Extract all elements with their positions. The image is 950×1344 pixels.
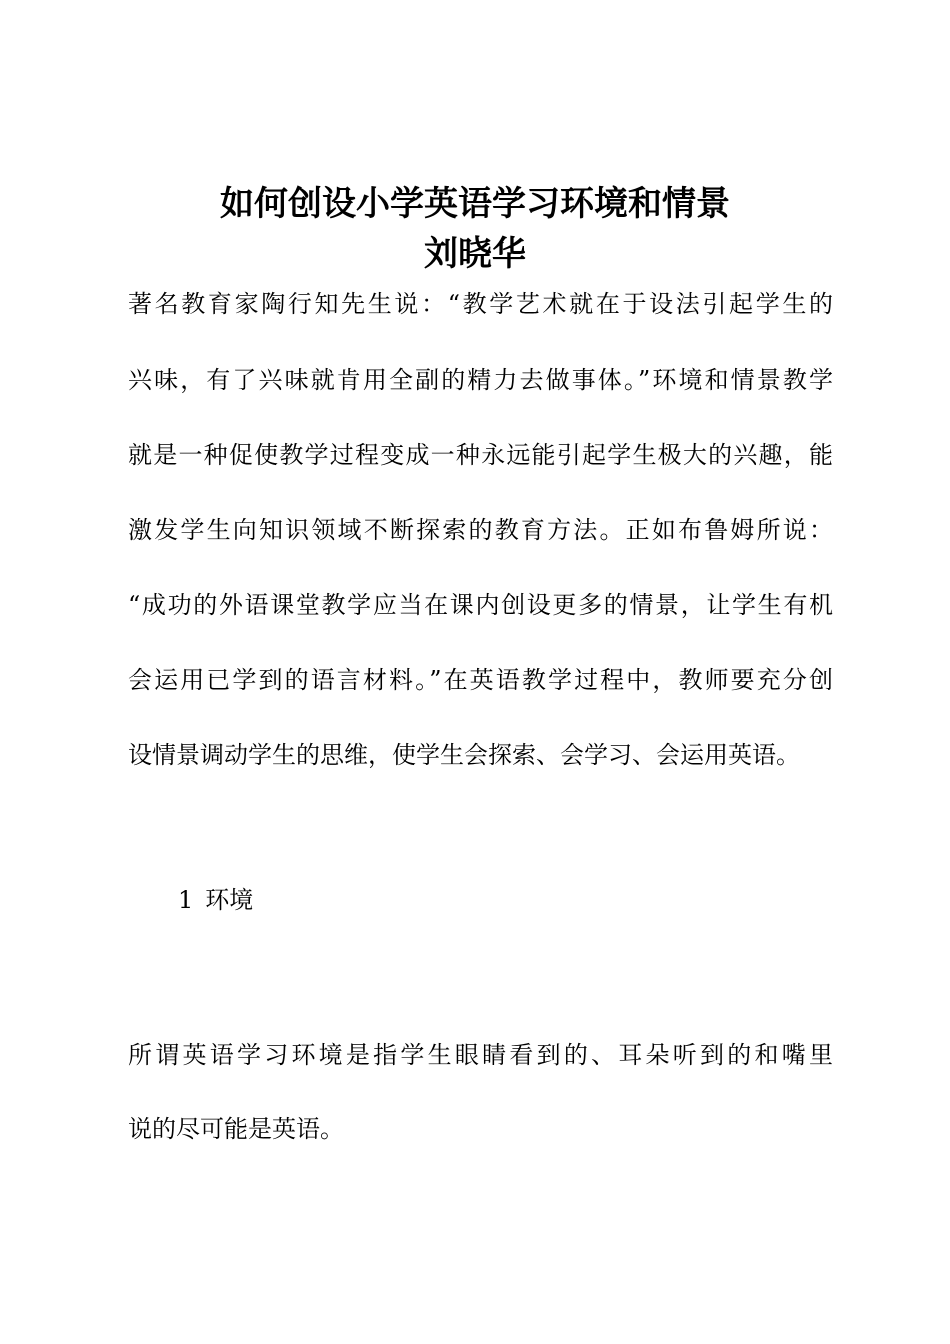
intro-line: 会运用已学到的语言材料。”在英语教学过程中，教师要充分创 [128, 666, 833, 694]
intro-line: 激发学生向知识领域不断探索的教育方法。正如布鲁姆所说： [128, 516, 833, 544]
intro-line: 就是一种促使教学过程变成一种永远能引起学生极大的兴趣，能 [128, 441, 833, 469]
section-number: 1 [178, 886, 194, 914]
section-body-line: 所谓英语学习环境是指学生眼睛看到的、耳朵听到的和嘴里 [128, 1041, 833, 1069]
section-title: 环境 [205, 886, 254, 914]
document-title: 如何创设小学英语学习环境和情景 [220, 184, 730, 224]
document-author: 刘晓华 [424, 234, 526, 274]
section-body-line: 说的尽可能是英语。 [128, 1115, 344, 1143]
intro-line: 兴味，有了兴味就肯用全副的精力去做事体。”环境和情景教学 [128, 366, 833, 394]
intro-line: 著名教育家陶行知先生说：“教学艺术就在于设法引起学生的 [128, 290, 833, 318]
intro-line: “成功的外语课堂教学应当在课内创设更多的情景，让学生有机 [128, 591, 833, 619]
section-heading [178, 884, 253, 916]
intro-line: 设情景调动学生的思维，使学生会探索、会学习、会运用英语。 [128, 741, 800, 769]
